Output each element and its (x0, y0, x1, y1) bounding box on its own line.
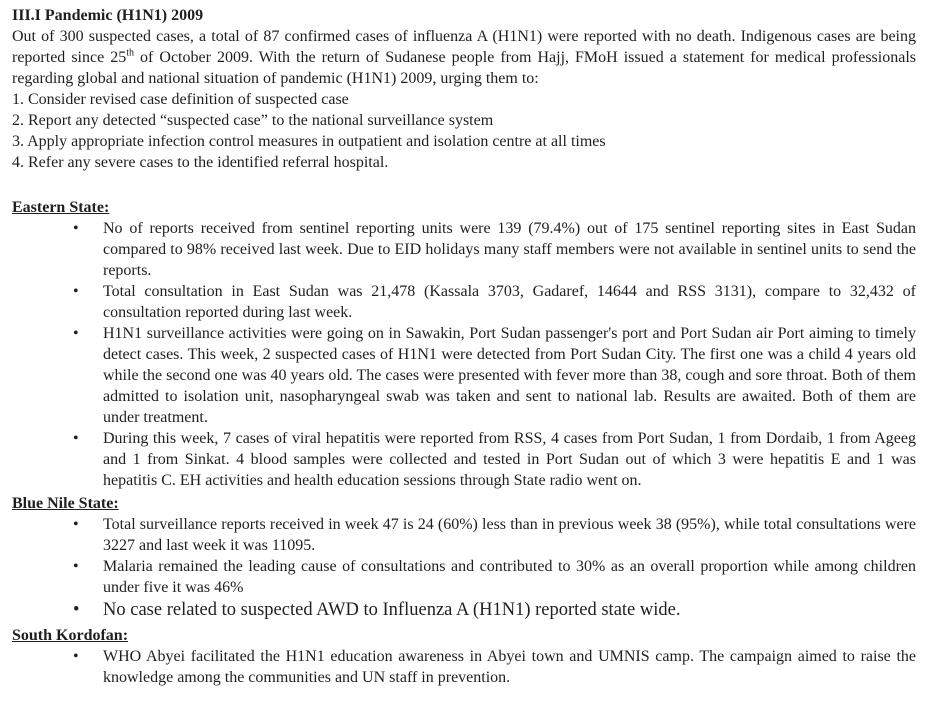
bullet-item (12, 556, 916, 598)
bullet-item (12, 646, 916, 688)
section-blue-nile-state (12, 493, 916, 623)
section-heading-south-kordofan: South Kordofan: (12, 627, 129, 644)
bullet-text: Total surveillance reports received in week 47 is 24 (60%) less than in previous week 38 (95%), while total consultations were 3227 and last week it was 11095. (103, 516, 916, 554)
south-kordofan-bullet-list (12, 646, 916, 688)
directive-item-2: 2. Report any detected “suspected case” to the national surveillance system (12, 112, 494, 129)
bullet-dot-icon: • (73, 600, 80, 620)
eastern-state-bullet-list (12, 218, 916, 491)
bullet-item (12, 428, 916, 491)
bullet-item (12, 218, 916, 281)
bullet-dot-icon: • (73, 516, 79, 533)
bullet-dot-icon: • (73, 325, 79, 342)
bullet-dot-icon: • (73, 648, 79, 665)
bullet-text: Total consultation in East Sudan was 21,478 (Kassala 3703, Gadaref, 14644 and RSS 3131), compare to 32,432 of consultation reported during last week. (103, 283, 916, 321)
bullet-text: No case related to suspected AWD to Influenza A (H1N1) reported state wide. (103, 600, 681, 620)
bullet-dot-icon: • (73, 558, 79, 575)
bullet-text: During this week, 7 cases of viral hepatitis were reported from RSS, 4 cases from Port Sudan, 1 from Dordaib, 1 from Ageeg and 1 from Sinkat. 4 blood samples were collected and tested in Port Sudan out of which 3 were hepatitis E and 1 was hepatitis C. EH activities and health education sessions through State radio went on. (103, 430, 916, 489)
directive-item-1: 1. Consider revised case definition of suspected case (12, 91, 349, 108)
ordinal-superscript: th (126, 47, 135, 59)
bullet-dot-icon: • (73, 430, 79, 447)
bullet-dot-icon: • (73, 220, 79, 237)
intro-text-before-superscript: Out of 300 suspected cases, a total of 87 confirmed cases of influenza A (H1N1) were reported with no death. Indigenous cases are being reported since 25 (12, 28, 916, 66)
section-south-kordofan (12, 625, 916, 688)
intro-text-after-superscript: of October 2009. With the return of Sudanese people from Hajj, FMoH issued a statement for medical professionals regarding global and national situation of pandemic (H1N1) 2009, urging them to: (12, 49, 916, 87)
directive-item-4: 4. Refer any severe cases to the identified referral hospital. (12, 154, 389, 171)
bullet-dot-icon: • (73, 283, 79, 300)
section-heading-blue-nile-state: Blue Nile State: (12, 495, 119, 512)
bullet-text: WHO Abyei facilitated the H1N1 education awareness in Abyei town and UMNIS camp. The campaign aimed to raise the knowledge among the communities and UN staff in prevention. (103, 648, 916, 686)
bullet-text: No of reports received from sentinel reporting units were 139 (79.4%) out of 175 sentinel reporting sites in East Sudan compared to 98% received last week. Due to EID holidays many staff members were not available in sentinel units to send the reports. (103, 220, 916, 279)
intro-paragraph (12, 26, 916, 89)
blank-line-spacer (12, 173, 916, 195)
bullet-item (12, 514, 916, 556)
section-heading-eastern-state: Eastern State: (12, 199, 110, 216)
section-eastern-state (12, 197, 916, 491)
bullet-item (12, 281, 916, 323)
directive-item-3: 3. Apply appropriate infection control measures in outpatient and isolation centre at all times (12, 133, 606, 150)
bullet-text: H1N1 surveillance activities were going on in Sawakin, Port Sudan passenger's port and Port Sudan air Port aiming to timely detect cases. This week, 2 suspected cases of H1N1 were detected from Port Sudan City. The first one was a child 4 years old while the second one was 40 years old. The cases were presented with fever more than 38, cough and sore throat. Both of them admitted to isolation unit, nasopharyngeal swab was taken and sent to national lab. Results are awaited. Both of them are under treatment. (103, 325, 916, 426)
bullet-item-emphasized (12, 598, 916, 623)
bullet-item (12, 323, 916, 428)
bullet-text: Malaria remained the leading cause of consultations and contributed to 30% as an overall proportion while among children under five it was 46% (103, 558, 916, 596)
blue-nile-state-bullet-list (12, 514, 916, 623)
directives-list (12, 89, 916, 173)
document-title: III.I Pandemic (H1N1) 2009 (12, 7, 204, 24)
